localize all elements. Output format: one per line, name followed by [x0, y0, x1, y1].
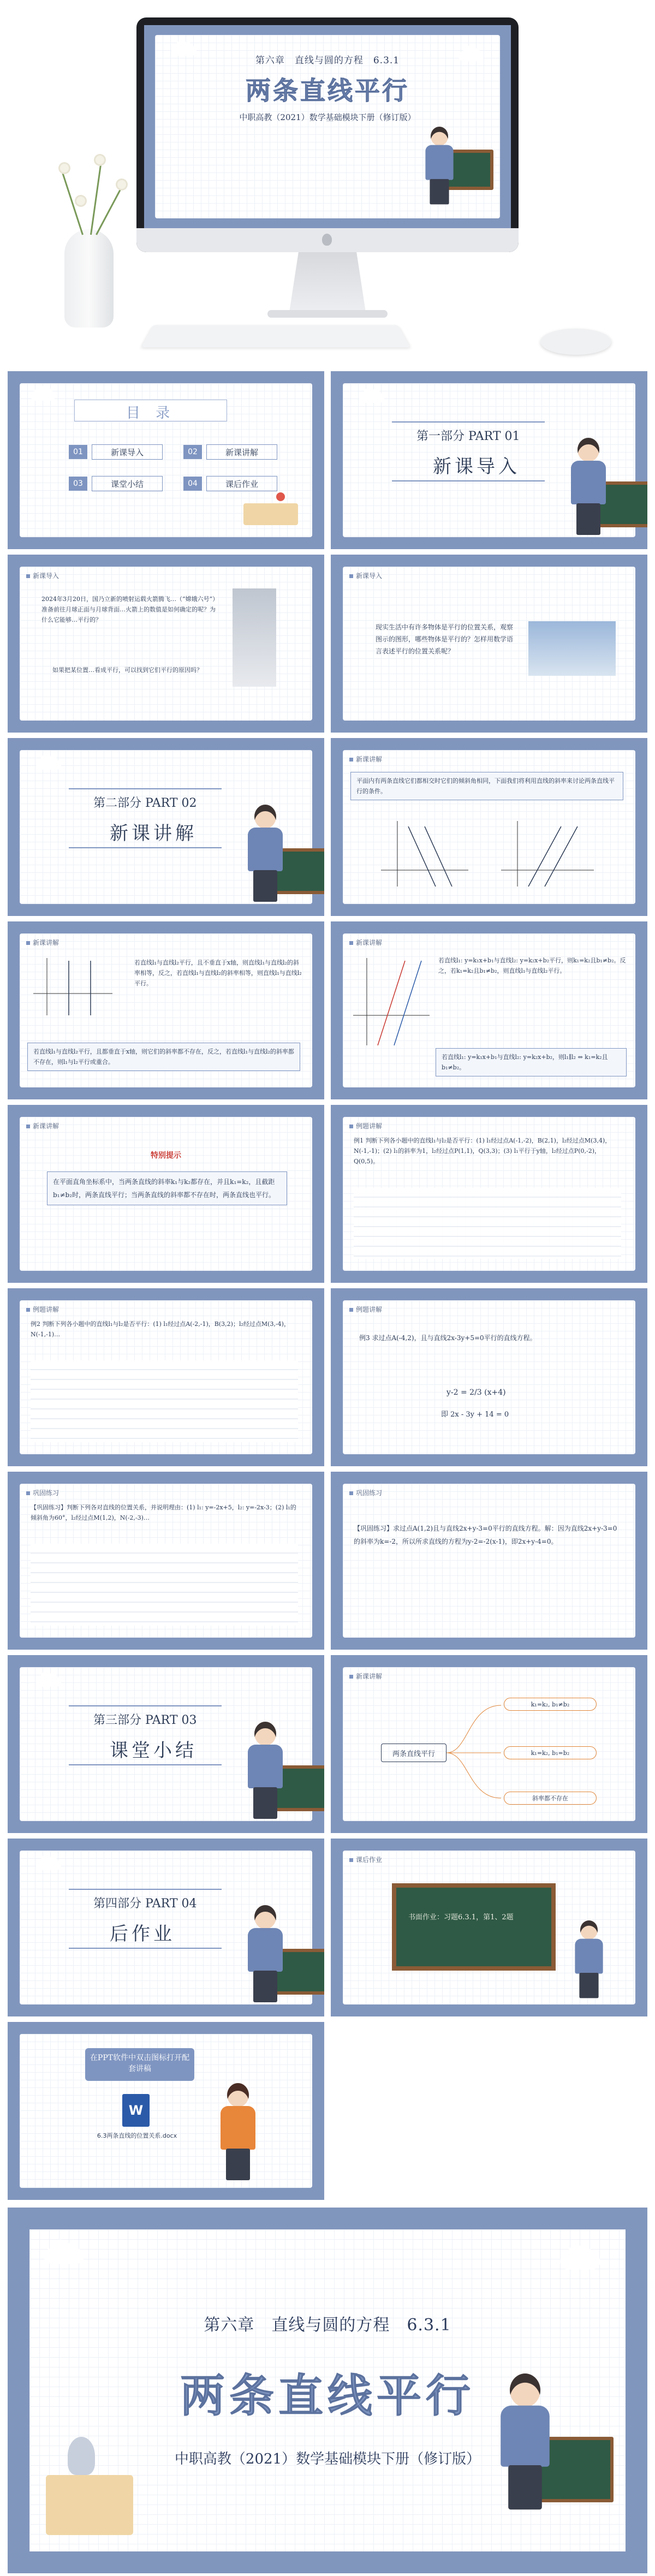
- example3-answer: 即 2x - 3y + 14 = 0: [441, 1411, 509, 1419]
- slide-example-1[interactable]: [331, 1105, 647, 1283]
- summary-branch: 斜率都不存在: [504, 1792, 597, 1805]
- slide-intro-1[interactable]: [8, 555, 324, 733]
- books-illustration: [46, 2475, 133, 2535]
- slide-tag: 课后作业: [349, 1855, 382, 1864]
- doc-filename[interactable]: 6.3两条直线的位置关系.docx: [97, 2132, 177, 2139]
- parallel-lines-diagram: [376, 816, 605, 892]
- keyboard: [141, 325, 410, 347]
- doc-bubble: 在PPT软件中双击图标打开配套讲稿: [85, 2048, 194, 2081]
- summary-center: 两条直线平行: [381, 1744, 446, 1762]
- part3-label: 第三部分 PART 03: [93, 1714, 197, 1727]
- slide-part1[interactable]: [331, 371, 647, 549]
- slide-tag: 新课讲解: [26, 938, 59, 947]
- slide-lecture-4[interactable]: [8, 1105, 324, 1283]
- teacher-illustration: [238, 805, 298, 903]
- summary-branch: k₁=k₂, b₁≠b₂: [504, 1698, 597, 1711]
- slope-lines-diagram: [350, 955, 432, 1048]
- part2-label: 第二部分 PART 02: [93, 796, 197, 810]
- monitor: [136, 17, 519, 252]
- example2-text: 例2 判断下列各小题中的直线l₁与l₂是否平行：(1) l₁经过点A(-2,-1)，B(3,2)；l₂经过点M(3,-4)，N(-1,-1)…: [31, 1320, 290, 1338]
- homework-chalkboard: [392, 1883, 556, 1971]
- slide-lecture-3[interactable]: [331, 921, 647, 1099]
- slide-tag: 例题讲解: [349, 1121, 382, 1131]
- blossom: [60, 164, 69, 172]
- toc-item-2[interactable]: 02 新课讲解: [183, 444, 277, 460]
- monitor-chin: [136, 228, 519, 252]
- homework-text: 书面作业：习题6.3.1，第1、2题: [408, 1913, 514, 1921]
- slide-example-2[interactable]: [8, 1288, 324, 1466]
- blossom: [96, 156, 104, 164]
- lecture3-note: 若直线l₁: y=k₁x+b₁与直线l₂: y=k₂x+b₂，则l₁∥l₂ ⇔ k₁=k₂且b₁≠b₂。: [436, 1048, 627, 1076]
- word-doc-icon[interactable]: W: [122, 2094, 150, 2127]
- hero-title: 两条直线平行: [246, 76, 409, 105]
- toc-title: 目 录: [126, 405, 176, 421]
- part1-title: 新课导入: [433, 456, 520, 478]
- apple-logo-icon: [322, 234, 332, 246]
- lecture1-text: 平面内有两条直线它们都相交时它们的倾斜角相同，下面我们将利用直线的斜率来讨论两条直线平行的条件。: [350, 772, 623, 800]
- plant-stem: [90, 159, 102, 235]
- plant-stem: [96, 181, 125, 235]
- rocket-photo: [233, 588, 276, 687]
- summary-branch: k₁=k₂, b₁=b₂: [504, 1746, 597, 1759]
- mouse: [540, 329, 611, 355]
- intro2-text: 现实生活中有许多物体是平行的位置关系，观察图示的图形，哪些物体是平行的？怎样用数学语言表述平行的位置关系呢？: [376, 623, 514, 655]
- teacher-illustration: [561, 438, 621, 536]
- teacher-illustration: [418, 127, 466, 205]
- slide-tag: 新课导入: [26, 571, 59, 580]
- solution-lines: [31, 1360, 298, 1442]
- books-illustration: [243, 503, 298, 525]
- teacher-illustration: [238, 1905, 298, 2003]
- part3-title: 课堂小结: [110, 1740, 197, 1762]
- slide-homework[interactable]: [331, 1839, 647, 2016]
- slide-part4[interactable]: [8, 1839, 324, 2016]
- lightbulb-illustration: [68, 2437, 95, 2475]
- slide-part3[interactable]: [8, 1655, 324, 1833]
- slide-tag: 巩固练习: [349, 1488, 382, 1497]
- slide-tag: 巩固练习: [26, 1488, 59, 1497]
- slide-tag: 新课导入: [349, 571, 382, 580]
- solution-lines: [354, 1188, 621, 1259]
- teacher-illustration: [487, 2373, 571, 2511]
- hero-chapter: 第六章 直线与圆的方程 6.3.1: [255, 55, 400, 66]
- flagpoles-photo: [528, 621, 616, 676]
- slide-summary[interactable]: [331, 1655, 647, 1833]
- example3-formula: y-2 = 2/3 (x+4): [446, 1388, 506, 1397]
- monitor-screen: [144, 25, 511, 228]
- footer-chapter: 第六章 直线与圆的方程 6.3.1: [204, 2316, 451, 2335]
- slide-lecture-2[interactable]: [8, 921, 324, 1099]
- intro1-question: 如果把某位置…看成平行，可以找到它们平行的原因吗？: [52, 667, 203, 674]
- slide-tag: 新课讲解: [349, 938, 382, 947]
- slide-tag: 例题讲解: [26, 1305, 59, 1314]
- teacher-illustration: [238, 1722, 298, 1820]
- slide-toc[interactable]: [8, 371, 324, 549]
- intro1-text: 2024年3月20日，国乃立新的喷射运载火箭腾飞…（“嫦娥六号”）准备前往月球正面与月球背面…火箭上的数值是如何确定的呢？为什么它能够…平行的？: [41, 596, 216, 623]
- part1-label: 第一部分 PART 01: [416, 430, 520, 443]
- solution-lines: [31, 1544, 298, 1626]
- vertical-lines-diagram: [31, 955, 118, 1021]
- practice2-text: 【巩固练习】求过点A(1,2)且与直线2x+y-3=0平行的直线方程。解：因为直线2x+y-3=0的斜率为k=-2，所以所求直线的方程为y-2=-2(x-1)，即2x+y-4=0。: [354, 1525, 617, 1545]
- blossom: [76, 197, 85, 205]
- footer-subtitle: 中职高教（2021）数学基础模块下册（修订版）: [174, 2451, 481, 2467]
- slide-practice-2[interactable]: [331, 1472, 647, 1650]
- practice1-text: 【巩固练习】判断下列各对直线的位置关系，并说明理由：(1) l₁: y=-2x+5，l₂: y=-2x-3；(2) l₁的倾斜角为60°，l₂经过点M(1,2)，N(-2,-3)…: [31, 1504, 296, 1521]
- toc-item-3[interactable]: 03 课堂小结: [69, 476, 163, 491]
- toc-item-1[interactable]: 01 新课导入: [69, 444, 163, 460]
- lecture3-text: 若直线l₁: y=k₁x+b₁与直线l₂: y=k₂x+b₂平行，则k₁=k₂且b₁≠b₂。反之，若k₁=k₂且b₁≠b₂，则直线l₁与直线l₂平行。: [438, 957, 626, 974]
- blossom: [117, 180, 126, 189]
- slide-title-large[interactable]: [8, 2208, 647, 2573]
- hero-mockup: [0, 0, 655, 366]
- slide-example-3[interactable]: [331, 1288, 647, 1466]
- slide-tag: 新课讲解: [349, 1671, 382, 1681]
- example1-text: 例1 判断下列各小题中的直线l₁与l₂是否平行：(1) l₁经过点A(-1,-2)，B(2,1)，l₂经过点M(3,4)，N(-1,-1)；(2) l₁的斜率为1，l₂经过点P(1,1)，Q(3,3)；(3) l₁平行于y轴，l₂经过点P(0,-2)，Q(0,5)。: [354, 1137, 611, 1165]
- teacher-illustration: [567, 1920, 615, 1999]
- lecture2-text: 若直线l₁与直线l₂平行，且不垂直于x轴，则直线l₁与直线l₂的斜率相等，反之，若直线l₁与直线l₂的斜率相等，则直线l₁与直线l₂平行。: [134, 959, 302, 987]
- monitor-base: [267, 310, 388, 318]
- slide-doc[interactable]: [8, 2022, 324, 2200]
- slide-intro-2[interactable]: [331, 555, 647, 733]
- slide-practice-1[interactable]: [8, 1472, 324, 1650]
- hero-subtitle: 中职高教（2021）数学基础模块下册（修订版）: [239, 112, 416, 122]
- woman-illustration: [211, 2083, 271, 2181]
- lecture4-heading: 特别提示: [151, 1151, 181, 1160]
- toc-item-4[interactable]: 04 课后作业: [183, 476, 277, 491]
- example3-text: 例3 求过点A(-4,2)，且与直线2x-3y+5=0平行的直线方程。: [359, 1334, 537, 1342]
- part2-title: 新课讲解: [110, 823, 197, 844]
- part4-title: 后作业: [110, 1923, 175, 1945]
- slide-tag: 新课讲解: [26, 1121, 59, 1131]
- footer-title: 两条直线平行: [180, 2370, 475, 2422]
- part4-label: 第四部分 PART 04: [93, 1897, 197, 1911]
- lecture2-note: 若直线l₁与直线l₂平行，且都垂直于x轴，则它们的斜率都不存在，反之，若直线l₁与直线l₂的斜率都不存在，则l₁与l₂平行或重合。: [27, 1043, 300, 1071]
- monitor-stand: [289, 252, 366, 312]
- flower-vase: [64, 229, 114, 328]
- slide-tag: 新课讲解: [349, 754, 382, 764]
- slide-part2[interactable]: [8, 738, 324, 916]
- slide-tag: 例题讲解: [349, 1305, 382, 1314]
- slide-lecture-1[interactable]: [331, 738, 647, 916]
- lecture4-text: 在平面直角坐标系中，当两条直线的斜率k₁与k₂都存在，并且k₁=k₂，且截距b₁≠b₂时，两条直线平行；当两条直线的斜率都不存在时，两条直线也平行。: [47, 1171, 287, 1205]
- apple-illustration: [276, 492, 285, 501]
